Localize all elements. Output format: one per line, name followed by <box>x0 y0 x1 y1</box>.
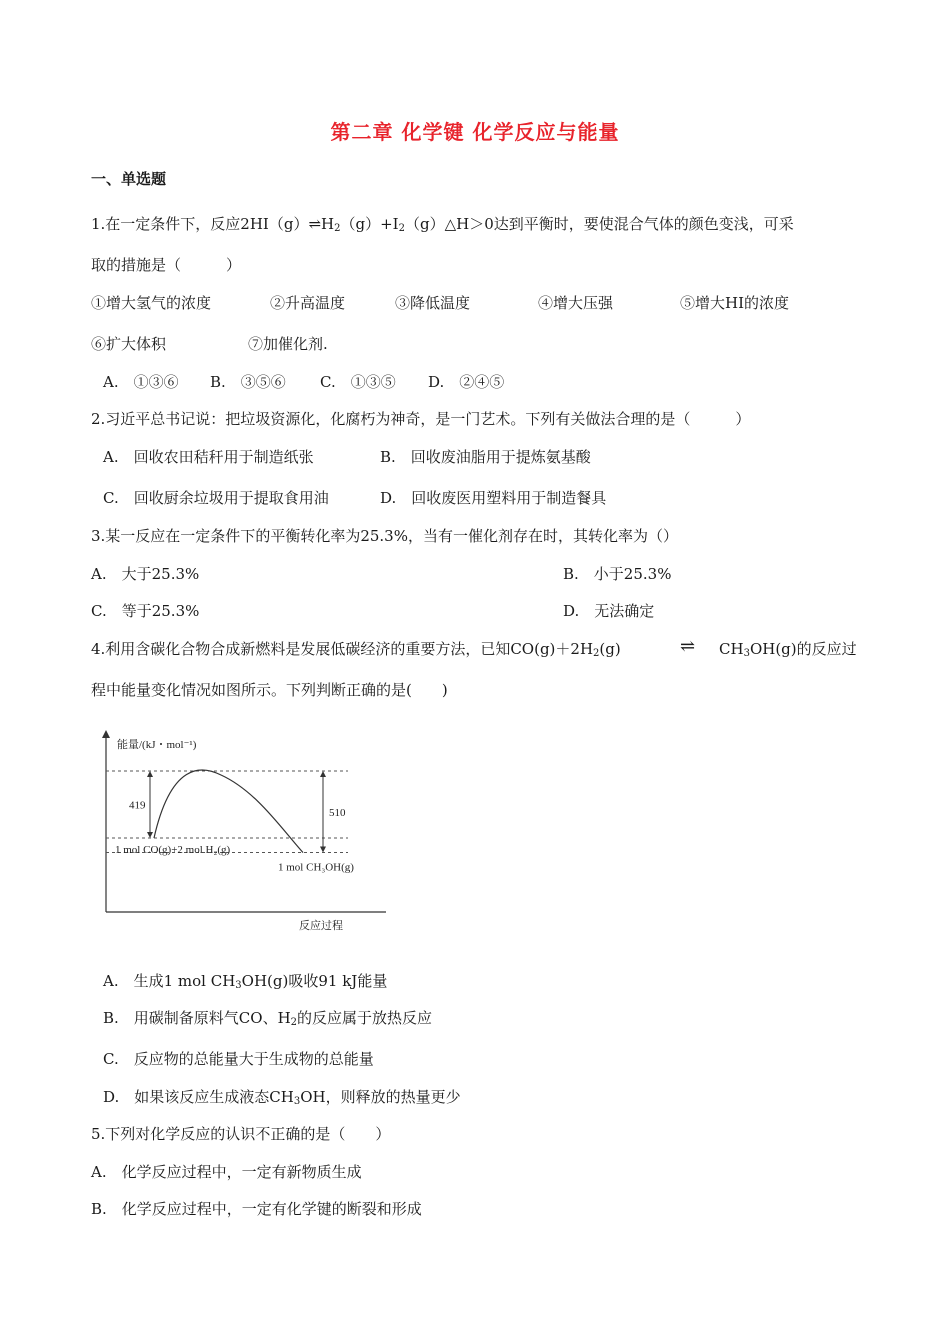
x-axis-label: 反应过程 <box>299 920 343 932</box>
q1-measure: ③降低温度 <box>395 294 471 312</box>
product-label: 1 mol CH₃OH(g) <box>278 861 354 874</box>
q1-option-b[interactable]: B. ③⑤⑥ <box>210 373 286 391</box>
q1-measure: ⑥扩大体积 <box>91 335 167 353</box>
annotation-419: 419 <box>129 799 146 812</box>
q3-option-c[interactable]: C. 等于25.3% <box>91 602 200 620</box>
q5-option-a[interactable]: A. 化学反应过程中，一定有新物质生成 <box>91 1163 362 1181</box>
q1-measure: ②升高温度 <box>270 294 346 312</box>
q4-stem-line1a: 4.利用含碳化合物合成新燃料是发展低碳经济的重要方法，已知$CO(g)+2H_2(g)$ <box>91 640 621 659</box>
q2-option-b[interactable]: B. 回收废油脂用于提炼氨基酸 <box>380 448 591 466</box>
arrow-head-icon <box>320 847 326 853</box>
q2-option-d[interactable]: D. 回收废医用塑料用于制造餐具 <box>380 489 607 507</box>
y-axis-label: 能量/(kJ・mol⁻¹) <box>117 739 197 751</box>
reactant-label: 1 mol CO(g)+2 mol H₂(g) <box>115 844 231 856</box>
equilibrium-arrow-icon: ⇌ <box>680 636 696 657</box>
q4-stem-line2: 程中能量变化情况如图所示。下列判断正确的是( ) <box>91 681 448 699</box>
q1-option-c[interactable]: C. ①③⑤ <box>320 373 396 391</box>
reaction-energy-curve <box>154 770 303 853</box>
q2-stem: 2.习近平总书记说：把垃圾资源化，化腐朽为神奇，是一门艺术。下列有关做法合理的是（ ） <box>91 410 751 428</box>
q1-measure: ⑦加催化剂. <box>248 335 328 353</box>
page-title: 第二章 化学键 化学反应与能量 <box>330 120 620 144</box>
arrow-head-icon <box>147 771 153 777</box>
q1-stem-line2: 取的措施是（ ） <box>91 256 242 274</box>
q1-option-d[interactable]: D. ②④⑤ <box>428 373 505 391</box>
q3-stem: 3.某一反应在一定条件下的平衡转化率为25.3%，当有一催化剂存在时，其转化率为（） <box>91 527 678 545</box>
q4-option-a[interactable]: A. 生成1 mol $CH_3OH(g)$吸收91 kJ能量 <box>103 972 388 991</box>
q2-option-a[interactable]: A. 回收农田秸秆用于制造纸张 <box>103 448 314 466</box>
q4-option-d[interactable]: D. 如果该反应生成液态$CH_3OH$，则释放的热量更少 <box>103 1088 461 1107</box>
q1-measure: ①增大氢气的浓度 <box>91 294 212 312</box>
section-heading: 一、单选题 <box>91 170 167 188</box>
q4-stem-line1b: $CH_3OH(g)$的反应过 <box>719 640 857 659</box>
y-axis-arrow-icon <box>102 730 110 738</box>
annotation-510: 510 <box>329 806 346 819</box>
arrow-head-icon <box>320 771 326 777</box>
q1-measure: ⑤增大HI的浓度 <box>680 294 790 312</box>
q5-option-b[interactable]: B. 化学反应过程中，一定有化学键的断裂和形成 <box>91 1200 422 1218</box>
q2-option-c[interactable]: C. 回收厨余垃圾用于提取食用油 <box>103 489 329 507</box>
q1-stem-line1: 1.在一定条件下，反应$2HI(g)\rightleftharpoons H_2(g)+I_2(g)\triangle H>0$达到平衡时，要使混合气体的颜色变浅，可采 <box>91 215 794 234</box>
q4-option-c[interactable]: C. 反应物的总能量大于生成物的总能量 <box>103 1050 374 1068</box>
q4-option-b[interactable]: B. 用碳制备原料气CO、$H_2$的反应属于放热反应 <box>103 1009 433 1028</box>
q3-option-d[interactable]: D. 无法确定 <box>563 602 655 620</box>
q3-option-a[interactable]: A. 大于25.3% <box>91 565 200 583</box>
q1-option-a[interactable]: A. ①③⑥ <box>103 373 179 391</box>
energy-diagram <box>96 726 396 936</box>
q3-option-b[interactable]: B. 小于25.3% <box>563 565 672 583</box>
q5-stem: 5.下列对化学反应的认识不正确的是（ ） <box>91 1125 391 1143</box>
arrow-head-icon <box>147 832 153 838</box>
q1-measure: ④增大压强 <box>538 294 614 312</box>
